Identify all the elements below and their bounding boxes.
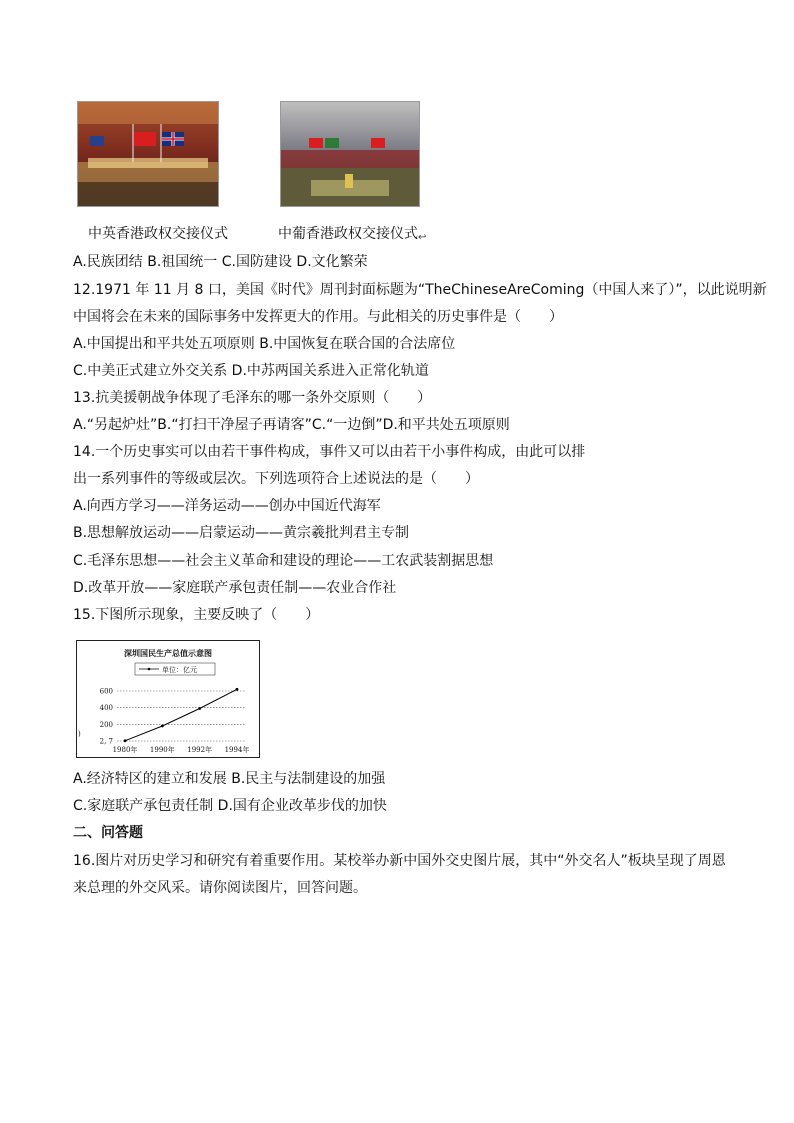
chart-data-point xyxy=(236,688,239,691)
chart-svg xyxy=(77,641,259,757)
q12-options-line2: C.中美正式建立外交关系 D.中苏两国关系进入正常化轨道 xyxy=(73,363,429,379)
q14-option-c: C.毛泽东思想——社会主义革命和建设的理论——工农武装割据思想 xyxy=(73,553,494,569)
chart-data-point xyxy=(124,739,127,742)
chart-grid xyxy=(117,691,245,741)
chart-y-ticks xyxy=(100,688,113,746)
chart-ylabel: ) xyxy=(78,730,81,738)
chart-y-tick-label: 600 xyxy=(99,687,113,696)
section-heading-qa: 二、问答题 xyxy=(73,825,143,841)
chart-series-line xyxy=(125,689,237,740)
photo-sino-british-handover xyxy=(77,101,219,207)
chart-y-tick-label: 400 xyxy=(99,704,113,713)
q14-stem-line1: 14.一个历史事实可以由若干事件构成，事件又可以由若干小事件构成，由此可以排 xyxy=(73,444,586,460)
q15-stem: 15.下图所示现象，主要反映了（ ） xyxy=(73,607,320,623)
photo-caption-sino-british: 中英香港政权交接仪式 xyxy=(88,226,228,242)
chart-data-point xyxy=(161,725,164,728)
chart-x-tick-label: 1992年 xyxy=(187,746,213,754)
chart-legend-text: 单位：亿元 xyxy=(162,666,197,674)
q16-line2: 来总理的外交风采。请你阅读图片，回答问题。 xyxy=(73,880,367,896)
chart-title: 深圳国民生产总值示意图 xyxy=(124,648,212,658)
photo-sino-portuguese-handover-art xyxy=(281,102,419,206)
q14-option-a: A.向西方学习——洋务运动——创办中国近代海军 xyxy=(73,498,381,514)
chart-y-tick-label: 200 xyxy=(99,720,113,729)
chart-x-tick-label: 1990年 xyxy=(149,746,175,754)
chart-x-tick-label: 1980年 xyxy=(112,746,138,754)
q13-stem: 13.抗美援朝战争体现了毛泽东的哪一条外交原则（ ） xyxy=(73,390,432,406)
q11-options: A.民族团结 B.祖国统一 C.国防建设 D.文化繁荣 xyxy=(73,254,368,270)
q12-stem-line1: 12.1971 年 11 月 8 口，美国《时代》周刊封面标题为“TheChineseAreComing（中国人来了）”，以此说明新 xyxy=(73,282,767,298)
q13-options: A.“另起炉灶”B.“打扫干净屋子再请客”C.“一边倒”D.和平共处五项原则 xyxy=(73,417,510,433)
chart-series xyxy=(124,688,239,742)
q14-stem-line2: 出一系列事件的等级或层次。下列选项符合上述说法的是（ ） xyxy=(73,471,479,487)
q15-options-line1: A.经济特区的建立和发展 B.民主与法制建设的加强 xyxy=(73,771,386,787)
chart-y-tick-label: 2, 7 xyxy=(99,737,113,746)
chart-data-point xyxy=(198,707,201,710)
caption-end-mark: ↩ xyxy=(418,232,427,243)
q14-option-b: B.思想解放运动——启蒙运动——黄宗羲批判君主专制 xyxy=(73,525,410,541)
chart-x-tick-label: 1994年 xyxy=(224,746,250,754)
shenzhen-gdp-chart xyxy=(76,640,260,758)
q16-line1: 16.图片对历史学习和研究有着重要作用。某校举办新中国外交史图片展，其中“外交名人”板块呈现了周恩 xyxy=(73,853,726,869)
photo-sino-portuguese-handover xyxy=(280,101,420,207)
chart-legend-marker xyxy=(148,668,151,671)
chart-x-ticks xyxy=(113,745,250,754)
q12-stem-line2: 中国将会在未来的国际事务中发挥更大的作用。与此相关的历史事件是（ ） xyxy=(73,309,563,325)
photo-sino-british-handover-art xyxy=(78,102,218,206)
photo-caption-sino-portuguese: 中葡香港政权交接仪式 xyxy=(278,226,418,242)
q14-option-d: D.改革开放——家庭联产承包责任制——农业合作社 xyxy=(73,580,397,596)
q12-options-line1: A.中国提出和平共处五项原则 B.中国恢复在联合国的合法席位 xyxy=(73,336,456,352)
q15-options-line2: C.家庭联产承包责任制 D.国有企业改革步伐的加快 xyxy=(73,798,387,814)
